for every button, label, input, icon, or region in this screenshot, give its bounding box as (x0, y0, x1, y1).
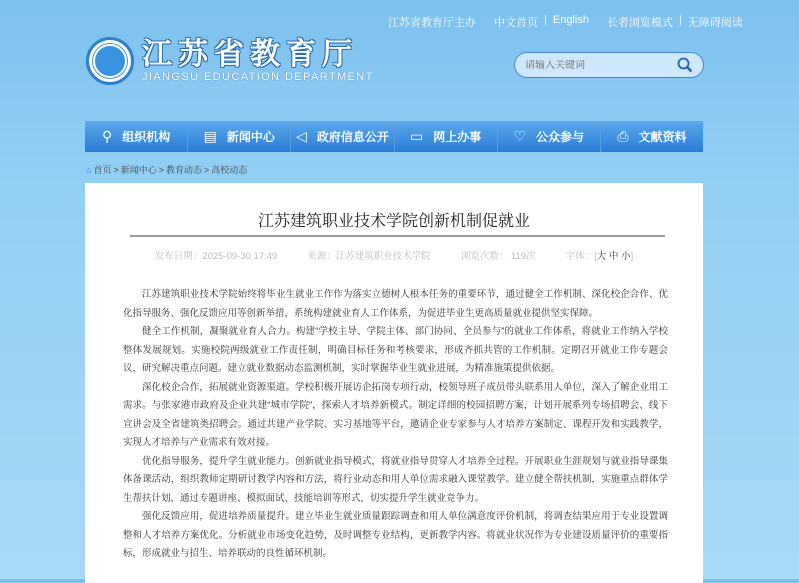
font-small[interactable]: 小 (621, 251, 631, 262)
nav-public[interactable] (498, 121, 601, 152)
paragraph: 强化反馈应用，促进培养质量提升。建立毕业生就业质量跟踪调查和用人单位满意度评价机制，将调查结果应用于专业设置调整和人才培养方案优化。分析就业市场变化趋势，及时调整专业结构，更新教学内容。将就业状况作为专业建设质量评价的重要指标，形成就业与招生、培养联动的良性循环机制。 (123, 511, 668, 559)
logo-title: 江苏省教育厅 (142, 38, 358, 71)
divider (130, 235, 665, 237)
nav-documents[interactable] (601, 121, 703, 152)
link-english[interactable]: English (552, 14, 589, 26)
nav-label: 公众参与 (536, 130, 585, 144)
nav-news[interactable] (188, 121, 291, 152)
paragraph: 健全工作机制，凝聚就业育人合力。构建“学校主导、学院主体、部门协同、全员参与”的就业工作体系，将就业工作纳入学校整体发展规划。实施校院两级就业工作责任制，明确目标任务和考核要求，形成齐抓共管的工作机制。定期召开就业工作专题会议，研究解决重点问题。建立就业数据动态监测机制，实时掌握毕业生就业进展，为精准施策提供依据。 (123, 326, 668, 374)
document-icon: ▤ (203, 128, 217, 144)
paragraph: 江苏建筑职业技术学院始终将毕业生就业工作作为落实立德树人根本任务的重要环节，通过健全工作机制、深化校企合作、优化指导服务、强化反馈应用等创新举措，系统构建就业育人工作体系，为促进毕业生更高质量就业提供坚实保障。 (123, 289, 668, 319)
font-size-control: 字体：[大 中 小] (565, 251, 634, 262)
publish-date: 发布日期：2025-09-30 17:49 (154, 251, 278, 262)
printer-icon: ⎙ (617, 128, 629, 144)
home-icon: ⌂ (86, 164, 92, 175)
search-input[interactable] (525, 60, 677, 71)
font-medium[interactable]: 中 (608, 251, 619, 262)
nav-label: 政府信息公开 (316, 130, 389, 144)
info-icon: ◁ (296, 128, 307, 144)
crumb-home[interactable]: 首页 (93, 165, 112, 175)
crumb-college-news[interactable]: 高校动态 (211, 165, 248, 175)
view-count: 浏览次数： 119次 (460, 251, 536, 262)
top-links (388, 14, 743, 30)
paragraph: 深化校企合作，拓展就业资源渠道。学校积极开展访企拓岗专项行动，校领导班子成员带头联系用人单位，深入了解企业用工需求。与张家港市政府及企业共建“城市学院”，探索人才培养新模式。制定详细的校园招聘方案，计划开展系列专场招聘会、线下宣讲会及全省建筑类招聘会。通过共建产业学院、实习基地等平台，邀请企业专家参与人才培养方案制定、课程开发和实践教学，实现人才培养与产业需求有效对接。 (123, 381, 668, 448)
nav-label: 新闻中心 (226, 130, 275, 144)
search-icon[interactable] (677, 57, 693, 73)
article-panel (85, 183, 703, 583)
link-elder-mode[interactable]: 长者浏览模式 (606, 17, 673, 29)
site-logo[interactable] (86, 37, 374, 85)
crumb-news[interactable]: 新闻中心 (120, 165, 157, 175)
org-chart-icon: ⚲ (101, 128, 113, 144)
article-meta (85, 248, 703, 262)
article-body (123, 286, 668, 564)
divider: | (544, 14, 547, 26)
nav-label: 文献资料 (638, 130, 687, 144)
article-source: 来源：江苏建筑职业技术学院 (307, 251, 431, 262)
main-nav (85, 121, 703, 152)
nav-gov-info[interactable] (291, 121, 394, 152)
nav-org[interactable] (85, 121, 188, 152)
link-chinese-home[interactable]: 中文首页 (494, 17, 538, 29)
host-label: 江苏省教育厅主办 (388, 17, 476, 29)
article-title: 江苏建筑职业技术学院创新机制促就业 (257, 213, 530, 230)
logo-subtitle: JIANGSU EDUCATION DEPARTMENT (142, 71, 374, 83)
nav-label: 组织机构 (122, 130, 171, 144)
heart-icon: ♡ (513, 128, 527, 144)
crumb-edu-news[interactable]: 教育动态 (166, 165, 203, 175)
nav-online-service[interactable] (395, 121, 498, 152)
breadcrumb: ⌂ 首页 > 新闻中心 > 教育动态 > 高校动态 (86, 164, 248, 175)
emblem-icon (86, 37, 134, 85)
monitor-icon: ▭ (409, 128, 424, 144)
paragraph: 优化指导服务，提升学生就业能力。创新就业指导模式，将就业指导贯穿人才培养全过程。开展职业生涯规划与就业指导课集体备课活动，组织教师定期研讨教学内容和方法，将行业动态和用人单位需求融入课堂教学。建立健全帮扶机制，实施重点群体学生帮扶计划，通过专题讲座、模拟面试、技能培训等形式，切实提升学生就业竞争力。 (123, 455, 668, 504)
search-box (514, 52, 704, 78)
divider: | (678, 14, 682, 26)
nav-label: 网上办事 (433, 130, 482, 144)
font-large[interactable]: 大 (596, 251, 607, 262)
link-accessibility[interactable]: 无障碍阅读 (687, 17, 743, 29)
